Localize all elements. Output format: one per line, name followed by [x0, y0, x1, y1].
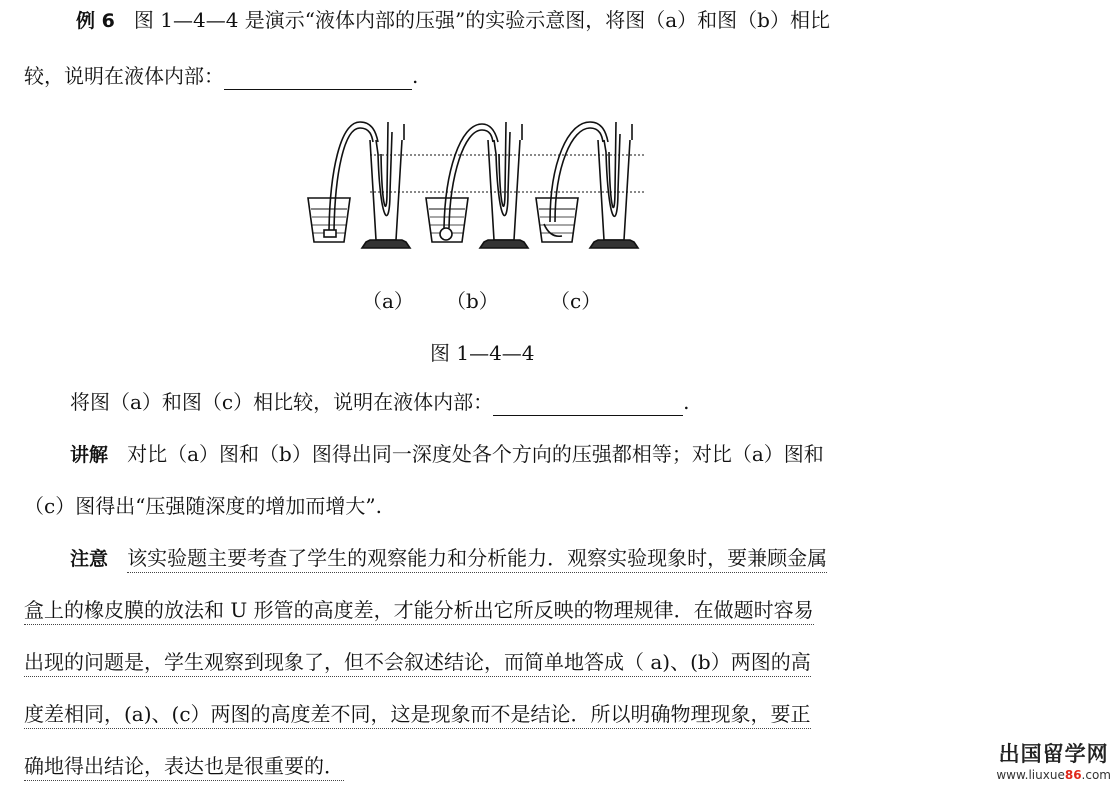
- answer-blank-2[interactable]: [493, 393, 683, 416]
- note-text-3: 出现的问题是，学生观察到现象了，但不会叙述结论，而简单地答成（ a)、(b）两图的高: [24, 650, 811, 677]
- note-line-4: [24, 700, 811, 728]
- explanation-line-2: [24, 492, 382, 520]
- experiment-figure: [300, 112, 660, 257]
- note-text-4: 度差相同，(a)、(c）两图的高度差不同，这是现象而不是结论．所以明确物理现象，要正: [24, 702, 811, 729]
- note-line-1: [70, 544, 827, 573]
- note-line-2: [24, 596, 814, 624]
- example-text-2: 较，说明在液体内部：: [24, 64, 224, 88]
- note-line-5: [24, 752, 344, 780]
- explanation-label: 讲解: [70, 444, 109, 466]
- setup-c: [536, 122, 638, 248]
- answer-blank-1[interactable]: [224, 67, 412, 90]
- watermark-url: www.liuxue86.com: [996, 768, 1111, 782]
- note-label: 注意: [70, 548, 109, 570]
- compare-line: [70, 388, 689, 416]
- note-text-5: 确地得出结论，表达也是很重要的．: [24, 754, 344, 781]
- explanation-line-1: [70, 440, 824, 469]
- example-text-1: 图 1—4—4 是演示“液体内部的压强”的实验示意图，将图（a）和图（b）相比: [133, 8, 830, 32]
- figure-caption: 图 1—4—4: [430, 341, 535, 365]
- setup-a: [308, 122, 410, 248]
- sub-caption-b: （b）: [446, 289, 499, 313]
- compare-text: 将图（a）和图（c）相比较，说明在液体内部：: [70, 390, 494, 414]
- site-watermark: [996, 738, 1111, 782]
- example-label: 例 6: [76, 10, 115, 32]
- explanation-text-1: 对比（a）图和（b）图得出同一深度处各个方向的压强都相等；对比（a）图和: [127, 442, 824, 466]
- note-line-3: [24, 648, 811, 676]
- example-line-2: [24, 62, 418, 90]
- sub-caption-a: （a）: [362, 289, 414, 313]
- watermark-title: 出国留学网: [998, 742, 1109, 766]
- note-text-2: 盒上的橡皮膜的放法和 U 形管的高度差，才能分析出它所反映的物理规律．在做题时容易: [24, 598, 814, 625]
- sub-caption-c: （c）: [550, 289, 602, 313]
- compare-end: .: [683, 390, 690, 414]
- example-end-1: .: [412, 64, 419, 88]
- explanation-text-2: （c）图得出“压强随深度的增加而增大”.: [24, 494, 383, 518]
- note-text-1: 该实验题主要考查了学生的观察能力和分析能力．观察实验现象时，要兼顾金属: [127, 546, 827, 573]
- setup-b: [426, 122, 528, 248]
- example-line-1: [76, 6, 830, 35]
